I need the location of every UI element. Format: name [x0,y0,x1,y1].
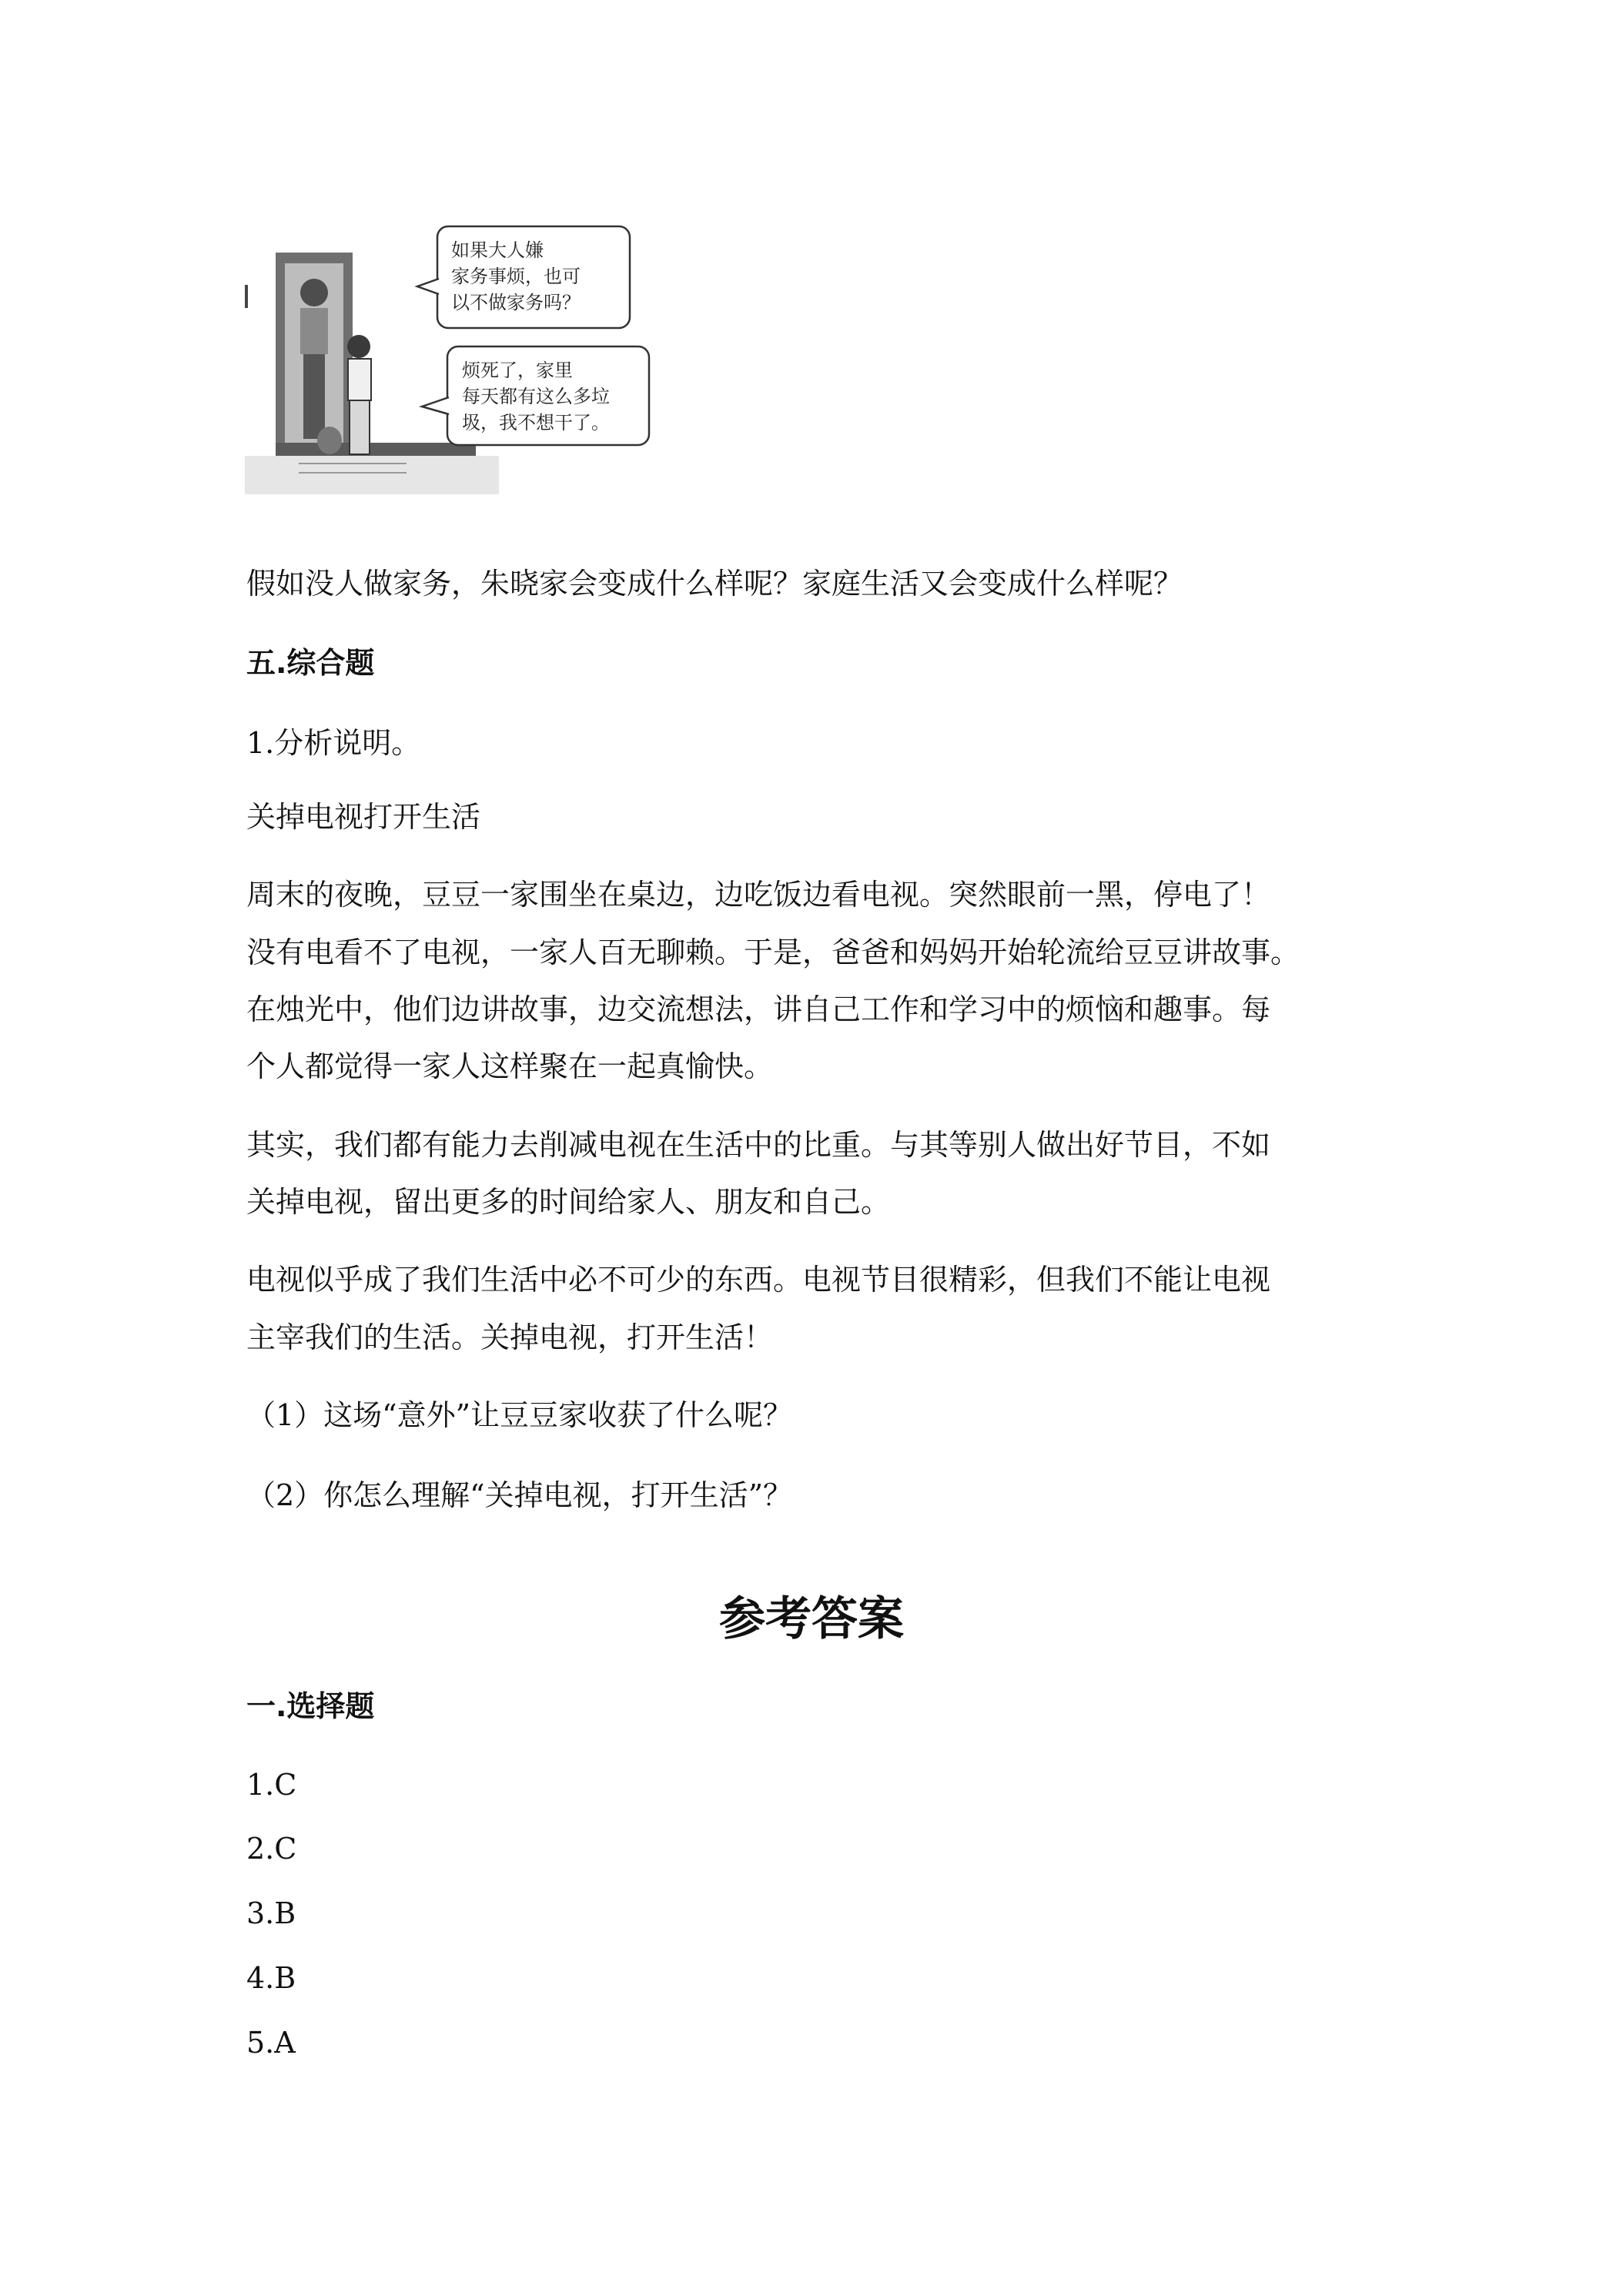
answer-item: 2.C [246,1832,297,1866]
speech-bubble-top: 如果大人嫌 家务事烦，也可 以不做家务吗？ [451,239,581,313]
paragraph-line: 其实，我们都有能力去削减电视在生活中的比重。与其等别人做出好节目，不如 [246,1128,1271,1162]
paragraph-line: 周末的夜晚，豆豆一家围坐在桌边，边吃饭边看电视。突然眼前一黑，停电了！ [246,878,1271,912]
paragraph-line: 电视似乎成了我们生活中必不可少的东西。电视节目很精彩，但我们不能让电视 [246,1263,1271,1297]
paragraph-line: 主宰我们的生活。关掉电视，打开生活！ [246,1320,774,1354]
answers-heading: 一.选择题 [246,1689,375,1723]
question-after-image: 假如没人做家务，朱晓家会变成什么样呢？家庭生活又会变成什么样呢？ [246,567,1183,601]
answer-item: 1.C [246,1768,297,1802]
question-label: 1.分析说明。 [246,726,421,760]
speech-bubble-bottom: 烦死了，家里 每天都有这么多垃 圾，我不想干了。 [462,360,610,433]
sub-question-1: （1）这场“意外”让豆豆家收获了什么呢？ [246,1398,793,1432]
household-chores-illustration [245,216,668,500]
answer-item: 3.B [246,1896,296,1930]
paragraph-line: 个人都觉得一家人这样聚在一起真愉快。 [246,1049,774,1083]
answer-item: 5.A [246,2026,296,2060]
paragraph-line: 在烛光中，他们边讲故事，边交流想法，讲自己工作和学习中的烦恼和趣事。每 [246,992,1271,1026]
sub-question-2: （2）你怎么理解“关掉电视，打开生活”？ [246,1478,793,1512]
answers-title: 参考答案 [719,1592,904,1646]
paragraph-line: 关掉电视，留出更多的时间给家人、朋友和自己。 [246,1185,891,1219]
passage-title: 关掉电视打开生活 [246,800,481,834]
answer-item: 4.B [246,1961,296,1995]
paragraph-line: 没有电看不了电视，一家人百无聊赖。于是，爸爸和妈妈开始轮流给豆豆讲故事。 [246,935,1300,969]
section-heading: 五.综合题 [246,646,375,680]
